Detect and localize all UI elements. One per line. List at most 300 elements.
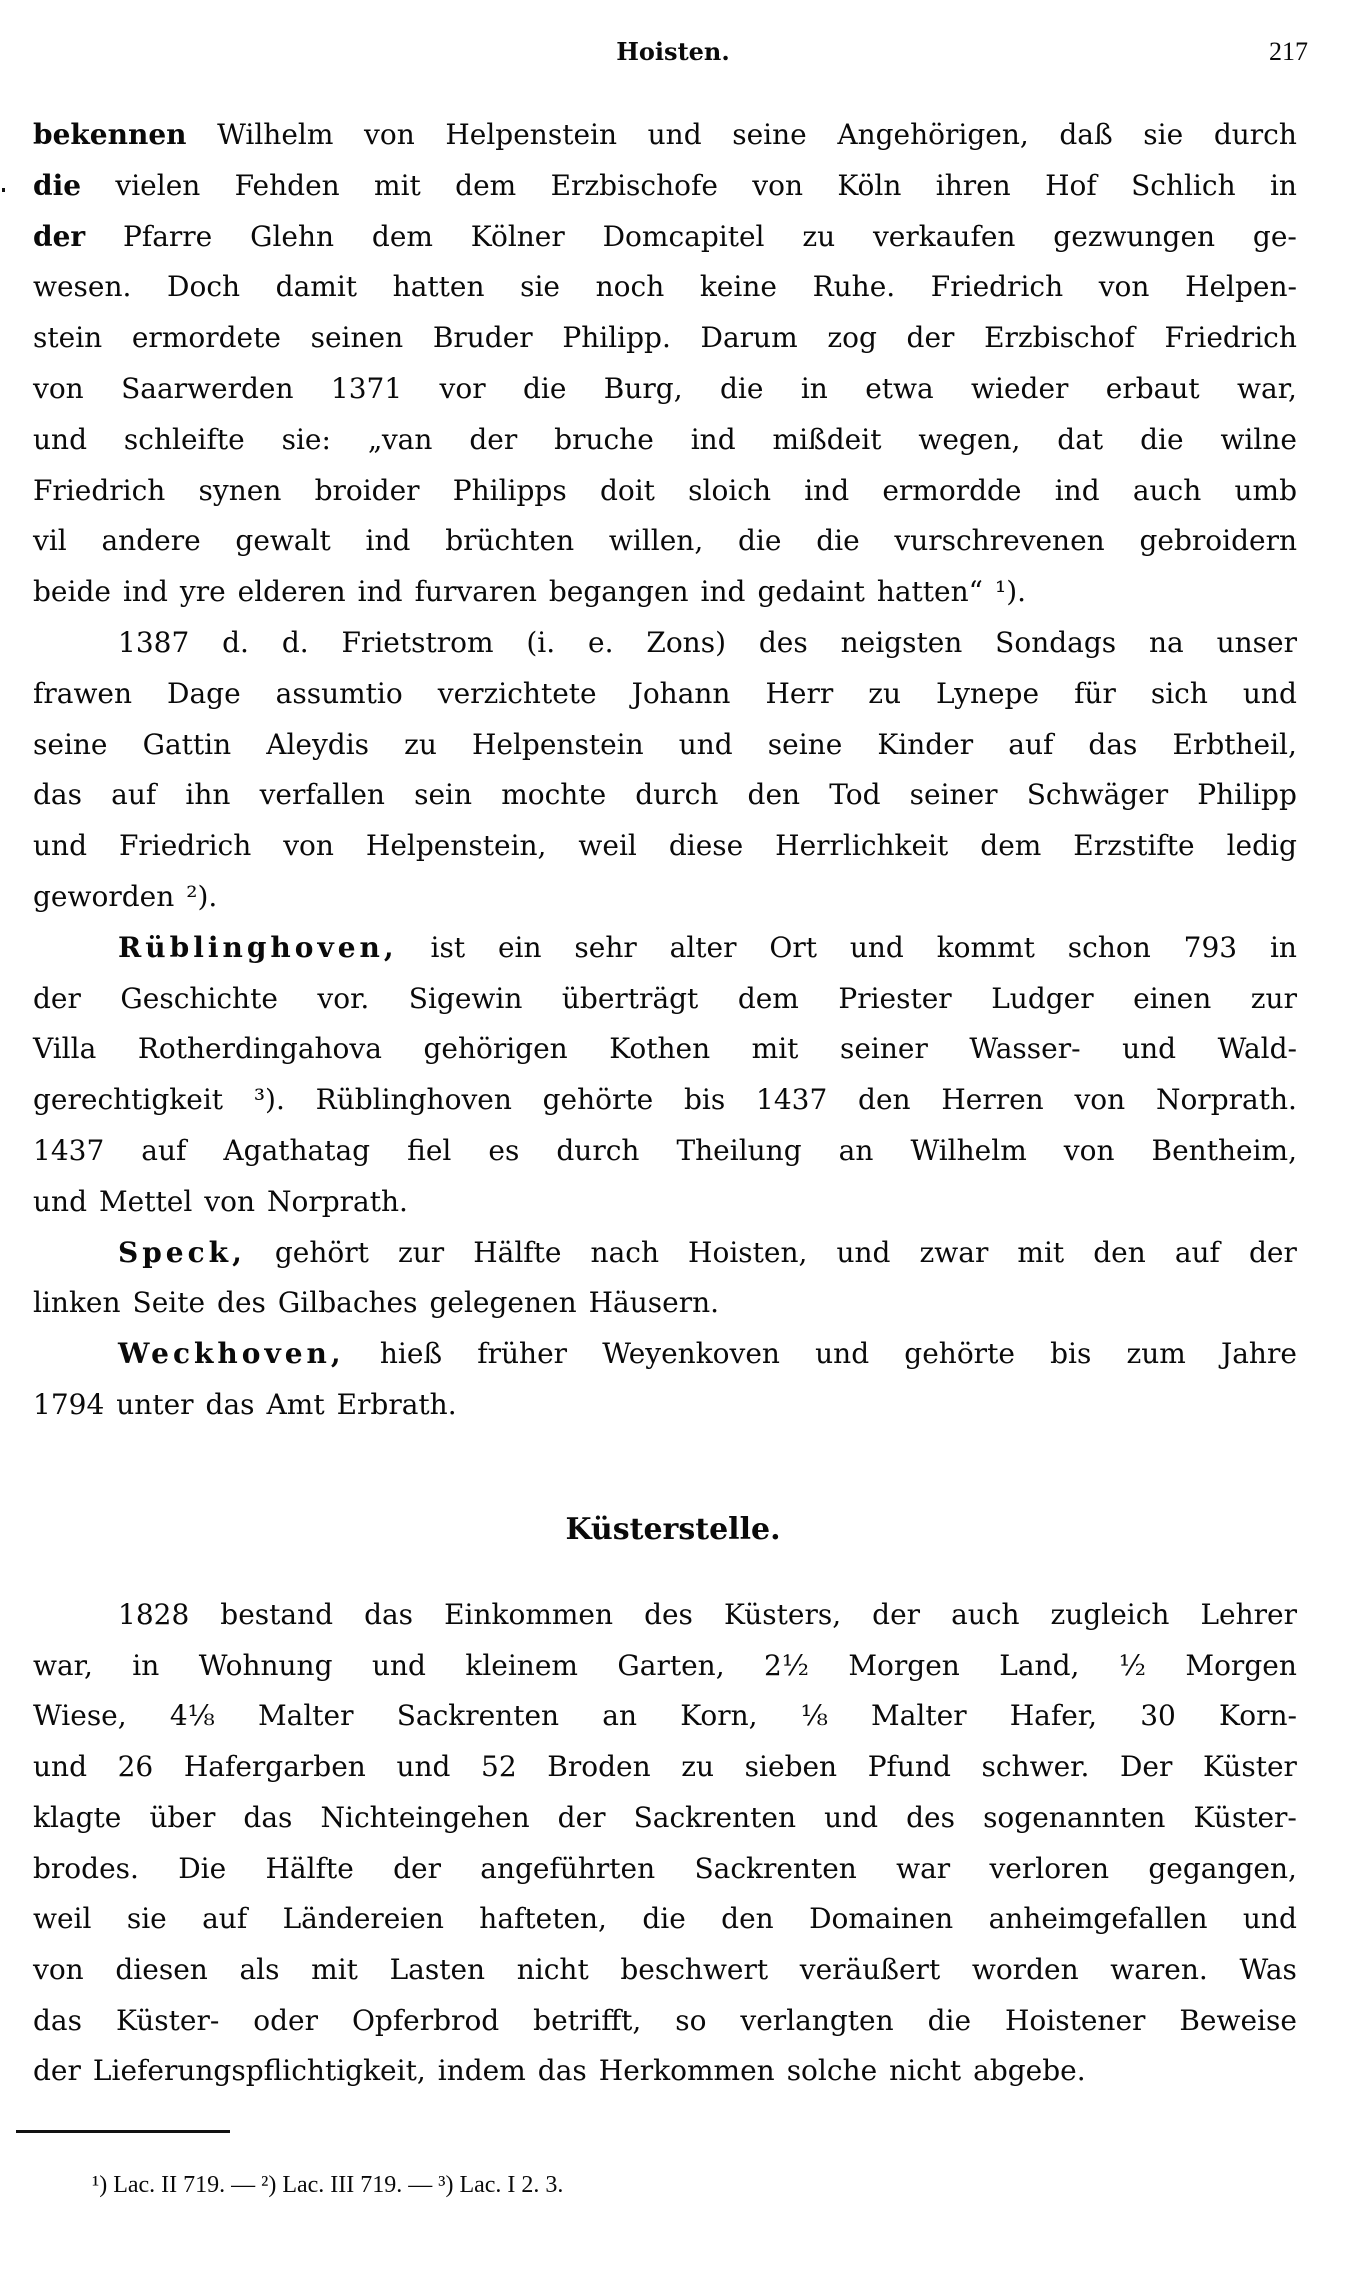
word: erbaut <box>1105 372 1200 405</box>
word: Hof <box>1045 168 1097 202</box>
word: kleinem <box>465 1648 578 1682</box>
word: von <box>1063 1134 1115 1167</box>
word: von <box>204 1184 255 1218</box>
word: ¹). <box>994 575 1027 609</box>
word: kommt <box>936 930 1035 964</box>
word: Helpenstein <box>471 727 644 761</box>
text-line <box>118 621 1297 665</box>
word: der <box>872 1598 921 1631</box>
word: veräußert <box>799 1952 941 1986</box>
word: zwar <box>919 1235 989 1269</box>
word: dat <box>1057 422 1104 456</box>
word: abgebe. <box>973 2054 1086 2088</box>
section-heading: Küsterstelle. <box>565 1512 781 1547</box>
word: Darum <box>700 321 798 355</box>
word: Malter <box>871 1699 967 1733</box>
word: „van <box>367 422 433 456</box>
text-line <box>33 1999 1297 2043</box>
word: und <box>1122 1032 1177 1066</box>
word: ist <box>430 930 466 964</box>
word: verzichtete <box>437 676 597 710</box>
word: ledig <box>1226 829 1297 863</box>
word: beschwert <box>620 1952 769 1986</box>
word: der <box>33 981 81 1015</box>
word: Zons) <box>646 626 726 659</box>
word: auf <box>1174 1235 1220 1269</box>
word: der <box>33 219 86 253</box>
word: Domcapitel <box>602 219 765 253</box>
word: in <box>1269 168 1297 202</box>
word: Seite <box>132 1286 206 1320</box>
word: Erzstifte <box>1073 829 1195 863</box>
word: begangen <box>548 575 689 609</box>
word: noch <box>595 270 665 304</box>
word: weil <box>578 829 637 863</box>
word: diesen <box>115 1952 208 1986</box>
word: ½ <box>1118 1648 1146 1682</box>
word: Villa <box>33 1032 97 1066</box>
word: Broden <box>547 1750 651 1784</box>
word: gehört <box>274 1235 369 1269</box>
text-line <box>33 469 1297 513</box>
word: oder <box>253 2003 318 2037</box>
word: vor <box>439 372 486 405</box>
word: wilne <box>1220 422 1297 456</box>
word: das <box>537 2054 587 2088</box>
word: das <box>205 1388 255 1421</box>
word: assumtio <box>275 676 403 710</box>
text-line <box>33 570 1297 614</box>
word: ge- <box>1252 219 1297 253</box>
word: beide <box>33 575 111 609</box>
word: durch <box>635 778 719 812</box>
text-line <box>118 1593 1297 1637</box>
word: Fehden <box>234 168 340 202</box>
word: Theilung <box>676 1134 802 1167</box>
word: Bruder <box>432 321 533 355</box>
word: vielen <box>115 168 201 202</box>
word: schwer. <box>981 1750 1090 1784</box>
word: solche <box>786 2054 878 2088</box>
word: sie <box>126 1902 167 1936</box>
word: Garten, <box>617 1648 725 1682</box>
word: ⅛ <box>800 1699 828 1733</box>
word: 26 <box>117 1750 154 1784</box>
word: hafteten, <box>479 1902 607 1936</box>
word: fiel <box>407 1134 452 1167</box>
word: Kothen <box>609 1032 711 1066</box>
word: zu <box>681 1750 715 1784</box>
text-line <box>33 215 1297 259</box>
word: war, <box>1237 372 1297 405</box>
word: Gattin <box>142 727 232 761</box>
word: seinen <box>310 321 404 355</box>
word: Köln <box>837 168 902 202</box>
word: Saarwerden <box>121 372 294 405</box>
word: ind <box>365 524 411 558</box>
word: von <box>364 118 415 151</box>
word: keine <box>699 270 777 304</box>
word: Sondags <box>995 626 1117 659</box>
word: ein <box>497 930 542 964</box>
word: Hälfte <box>265 1851 354 1885</box>
word: und <box>33 1184 87 1218</box>
word: Philipp. <box>562 321 671 355</box>
word: ermordde <box>882 473 1022 507</box>
word: die <box>927 2003 972 2037</box>
word: 1437 <box>756 1083 828 1117</box>
word: Einkommen <box>444 1598 614 1631</box>
word: vurschrevenen <box>894 524 1105 558</box>
word: gegangen, <box>1148 1851 1297 1885</box>
word: bruche <box>554 422 654 456</box>
word: Herren <box>941 1083 1044 1117</box>
word: bekennen <box>33 118 187 151</box>
word: 52 <box>481 1750 517 1784</box>
word: dem <box>737 981 799 1015</box>
word: der <box>557 1800 606 1834</box>
word: und <box>824 1800 879 1834</box>
word: doit <box>599 473 655 507</box>
word: Hoisten, <box>688 1235 808 1269</box>
word: Pfarre <box>123 219 213 253</box>
word: bestand <box>220 1598 334 1631</box>
word: geworden <box>33 880 175 913</box>
word: Norprath. <box>267 1184 408 1218</box>
word: auch <box>951 1598 1020 1631</box>
word: Aleydis <box>266 727 370 761</box>
word: nach <box>590 1235 659 1269</box>
word: 1794 <box>33 1388 105 1421</box>
word: stein <box>33 321 103 355</box>
word: seiner <box>909 778 998 812</box>
word: gerechtigkeit <box>33 1083 224 1117</box>
word: Wiese, <box>33 1699 127 1733</box>
word: zur <box>1250 981 1297 1015</box>
word: mißdeit <box>772 422 882 456</box>
word: Erbtheil, <box>1172 727 1297 761</box>
word: 30 <box>1140 1699 1176 1733</box>
word: Morgen <box>1185 1648 1297 1682</box>
word: des <box>906 1800 955 1834</box>
word: 1387 <box>118 626 190 659</box>
word: zu <box>404 727 437 761</box>
word: ³). <box>253 1083 285 1117</box>
word: Tod <box>829 778 881 812</box>
word: des <box>644 1598 693 1631</box>
word: und <box>1242 676 1297 710</box>
word: zog <box>827 321 877 355</box>
word: von <box>1098 270 1150 304</box>
text-line <box>33 875 1297 919</box>
text-line <box>33 2049 1297 2093</box>
text-line <box>33 1897 1297 1941</box>
word: Wilhelm <box>217 118 334 151</box>
word: war, <box>33 1648 93 1682</box>
word: verfallen <box>259 778 385 812</box>
word: vil <box>33 524 67 558</box>
word: verlangten <box>740 2003 894 2037</box>
word: Wohnung <box>198 1648 333 1682</box>
word: unser <box>1216 626 1297 659</box>
word: sein <box>414 778 473 812</box>
word: Lynepe <box>936 676 1040 710</box>
word: klagte <box>33 1800 122 1834</box>
word: Beweise <box>1179 2003 1297 2037</box>
word: Küster- <box>115 2003 220 2037</box>
text-line <box>33 265 1297 309</box>
word: 793 <box>1183 930 1238 964</box>
word: Ruhe. <box>812 270 896 304</box>
word: sieben <box>744 1750 838 1784</box>
word: seine <box>732 118 807 151</box>
word: von <box>1074 1083 1126 1117</box>
word: Sackrenten <box>396 1699 560 1733</box>
word: die <box>737 524 782 558</box>
word: dem <box>455 168 517 202</box>
word: Amt <box>266 1388 325 1421</box>
word: furvaren <box>414 575 537 609</box>
text-line <box>33 773 1297 817</box>
word: über <box>149 1800 216 1834</box>
word: die <box>816 524 860 558</box>
word: seiner <box>839 1032 928 1066</box>
word: Dage <box>167 676 241 710</box>
word: Hafer, <box>1009 1699 1098 1733</box>
word: gehörigen <box>423 1032 568 1066</box>
word: willen, <box>608 524 704 558</box>
word: ind <box>1054 473 1100 507</box>
word: gezwungen <box>1053 219 1216 253</box>
word: Korn- <box>1219 1699 1297 1733</box>
word: zu <box>868 676 902 710</box>
word: (i. <box>526 626 556 659</box>
word: schon <box>1067 930 1151 964</box>
word: ihn <box>185 778 231 812</box>
text-line <box>33 1948 1297 1992</box>
word: Priester <box>838 981 952 1015</box>
word: den <box>721 1902 774 1936</box>
word: und <box>1242 1902 1297 1936</box>
word: d. <box>222 626 249 659</box>
word: sloich <box>688 473 771 507</box>
word: yre <box>179 575 226 609</box>
word: zugleich <box>1050 1598 1170 1631</box>
word: Wasser- <box>969 1032 1081 1066</box>
word: Rotherdingahova <box>137 1032 382 1066</box>
word: Jahre <box>1221 1337 1297 1371</box>
word: so <box>675 2003 707 2037</box>
word: durch <box>1213 118 1297 151</box>
word: gebroidern <box>1139 524 1297 558</box>
word: 1828 <box>118 1598 190 1631</box>
word: der <box>469 422 518 456</box>
word: Hälfte <box>473 1235 562 1269</box>
text-line <box>33 977 1297 1021</box>
text-line <box>33 824 1297 868</box>
word: Was <box>1239 1952 1297 1986</box>
word: das <box>243 1800 293 1834</box>
word: auf <box>111 778 157 812</box>
word: und <box>836 1235 891 1269</box>
word: ind <box>690 422 736 456</box>
text-line <box>33 113 1297 157</box>
word: schleifte <box>123 422 245 456</box>
word: Morgen <box>848 1648 960 1682</box>
word: mochte <box>501 778 607 812</box>
word: auf <box>202 1902 248 1936</box>
text-line <box>118 1231 1297 1275</box>
word: bis <box>1050 1337 1092 1371</box>
word: Agathatag <box>223 1134 371 1167</box>
text-line <box>118 926 1297 970</box>
footnote-rule <box>16 2130 230 2133</box>
word: broider <box>314 473 420 507</box>
word: mit <box>751 1032 799 1066</box>
word: daß <box>1059 118 1113 151</box>
word: alter <box>669 930 737 964</box>
text-line <box>33 418 1297 462</box>
word: betrifft, <box>533 2003 642 2037</box>
word: gelegenen <box>429 1286 577 1320</box>
word: etwa <box>865 372 934 405</box>
word: brüchten <box>445 524 575 558</box>
word: der <box>906 321 955 355</box>
word: mit <box>311 1952 358 1986</box>
word: damit <box>275 270 358 304</box>
word: ind <box>122 575 168 609</box>
word: früher <box>477 1337 568 1371</box>
word: Geschichte <box>120 981 278 1015</box>
word: frawen <box>33 676 133 710</box>
word: an <box>838 1134 874 1167</box>
word: anheimgefallen <box>988 1902 1208 1936</box>
word: 1437 <box>33 1134 105 1167</box>
word: Hafergarben <box>183 1750 366 1784</box>
word: gewalt <box>235 524 331 558</box>
word: auf <box>141 1134 187 1167</box>
word: von <box>33 372 84 405</box>
text-line <box>33 1027 1297 1071</box>
word: sogenannten <box>983 1800 1166 1834</box>
word: andere <box>101 524 201 558</box>
word: das <box>33 778 82 812</box>
text-line <box>33 1383 1297 1427</box>
word: als <box>239 1952 280 1986</box>
word: sie <box>520 270 561 304</box>
word: Helpenstein, <box>365 829 547 863</box>
word: Herrlichkeit <box>775 829 949 863</box>
word: Erzbischof <box>984 321 1135 355</box>
word: war <box>896 1851 951 1885</box>
word: vor. <box>317 981 370 1015</box>
word: sie: <box>281 422 331 456</box>
word: Land, <box>999 1648 1080 1682</box>
word: hatten <box>392 270 485 304</box>
word: 2½ <box>764 1648 809 1682</box>
word: Helpenstein <box>445 118 618 151</box>
word: das <box>1088 727 1138 761</box>
word: und <box>678 727 733 761</box>
word: Sackrenten <box>694 1851 857 1885</box>
word: Friedrich <box>930 270 1064 304</box>
word: in <box>800 372 828 405</box>
word: wegen, <box>918 422 1021 456</box>
word: worden <box>971 1952 1079 1986</box>
word: Friedrich <box>118 829 252 863</box>
word: das <box>33 2003 82 2037</box>
word: Norprath. <box>1155 1083 1297 1117</box>
text-line <box>33 519 1297 563</box>
word: sie <box>1143 118 1184 151</box>
text-line <box>33 1745 1297 1789</box>
word: wesen. <box>33 270 132 304</box>
word: unter <box>116 1388 194 1421</box>
word: elderen <box>237 575 346 609</box>
word: angeführten <box>480 1851 656 1885</box>
word: hatten“ <box>876 575 983 609</box>
word: der <box>393 1851 441 1885</box>
word: einen <box>1133 981 1212 1015</box>
word: Hoistener <box>1004 2003 1146 2037</box>
word: der <box>33 2054 81 2088</box>
word: die <box>522 372 567 405</box>
word: Ludger <box>991 981 1094 1015</box>
word: Häusern. <box>588 1286 720 1320</box>
word: den <box>1093 1235 1146 1269</box>
word: das <box>364 1598 414 1631</box>
word: die <box>642 1902 686 1936</box>
word: sich <box>1150 676 1208 710</box>
word: und <box>396 1750 451 1784</box>
word: und <box>33 422 87 456</box>
word: bis <box>683 1083 726 1117</box>
word: Burg, <box>603 372 683 405</box>
word: und <box>815 1337 870 1371</box>
word: Malter <box>257 1699 354 1733</box>
word: und <box>371 1648 426 1682</box>
word: Schlich <box>1131 168 1236 202</box>
word: Kinder <box>877 727 974 761</box>
word: Angehörigen, <box>837 118 1029 151</box>
word: durch <box>556 1134 640 1167</box>
word: waren. <box>1110 1952 1208 1986</box>
word: für <box>1074 676 1116 710</box>
word: und <box>33 1750 87 1784</box>
word: ermordete <box>131 321 281 355</box>
word: Gilbaches <box>277 1286 418 1320</box>
word: Sigewin <box>408 981 523 1015</box>
word: Rüblinghoven <box>315 1083 512 1117</box>
word: und <box>33 829 87 863</box>
word: Domainen <box>809 1902 954 1936</box>
word: Küsters, <box>723 1598 842 1631</box>
running-title: Hoisten. <box>616 37 730 66</box>
word: Herkommen <box>598 2054 775 2088</box>
word: Der <box>1119 1750 1173 1784</box>
word: Erzbischofe <box>550 168 718 202</box>
text-line <box>33 1796 1297 1840</box>
word: mit <box>1017 1235 1065 1269</box>
word: Korn, <box>680 1699 758 1733</box>
word: verloren <box>989 1851 1110 1885</box>
text-line <box>33 1644 1297 1688</box>
word: es <box>488 1134 520 1167</box>
word: ²). <box>186 880 218 913</box>
word: Schwäger <box>1026 778 1169 812</box>
word: umb <box>1234 473 1297 507</box>
word: Rüblinghoven, <box>118 930 398 964</box>
